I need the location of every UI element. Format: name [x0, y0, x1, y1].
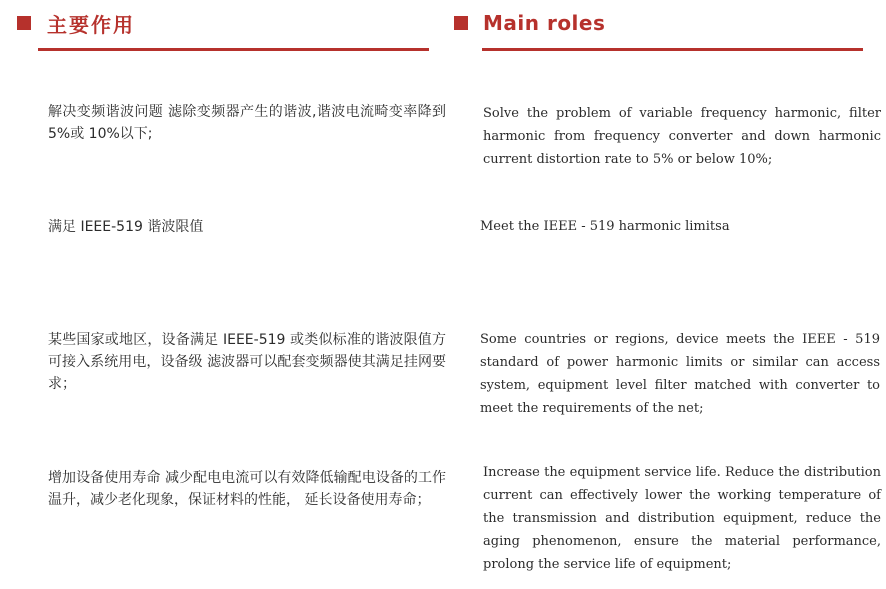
english-title: Main roles	[483, 11, 606, 35]
english-item-2: Meet the IEEE - 519 harmonic limitsa	[480, 219, 730, 234]
chinese-title: 主要作用	[47, 12, 135, 37]
chinese-item-3: 某些国家或地区，设备满足 IEEE-519 或类似标准的谐波限值方可接入系统用电，设备级 滤波器可以配套变频器使其满足挂网要求；	[48, 332, 446, 392]
chinese-item-1: 解决变频谐波问题 滤除变频器产生的谐波,谐波电流畸变率降到 5%或 10%以下;	[48, 104, 446, 142]
english-item-4: Increase the equipment service life. Reduce the distribution current can effectively lower the working temperature of the transmission and distribution equipment, reduce the aging phenomenon, ensure the material performance, prolong the service life of equipment;	[483, 465, 881, 572]
chinese-item-2: 满足 IEEE-519 谐波限值	[48, 219, 204, 235]
square-bullet-icon	[17, 16, 31, 30]
chinese-title-divider	[38, 48, 429, 51]
chinese-item-4: 增加设备使用寿命 减少配电电流可以有效降低输配电设备的工作温升，减少老化现象，保证材料的性能， 延长设备使用寿命；	[48, 470, 446, 508]
chinese-header	[17, 8, 135, 38]
english-header	[454, 8, 605, 38]
english-item-1: Solve the problem of variable frequency harmonic, filter harmonic from frequency converter and down harmonic current distortion rate to 5% or below 10%;	[483, 106, 881, 167]
english-item-3: Some countries or regions, device meets the IEEE - 519 standard of power harmonic limits or similar can access system, equipment level filter matched with converter to meet the requirements of the net;	[480, 332, 880, 416]
english-title-divider	[482, 48, 863, 51]
square-bullet-icon	[454, 16, 468, 30]
